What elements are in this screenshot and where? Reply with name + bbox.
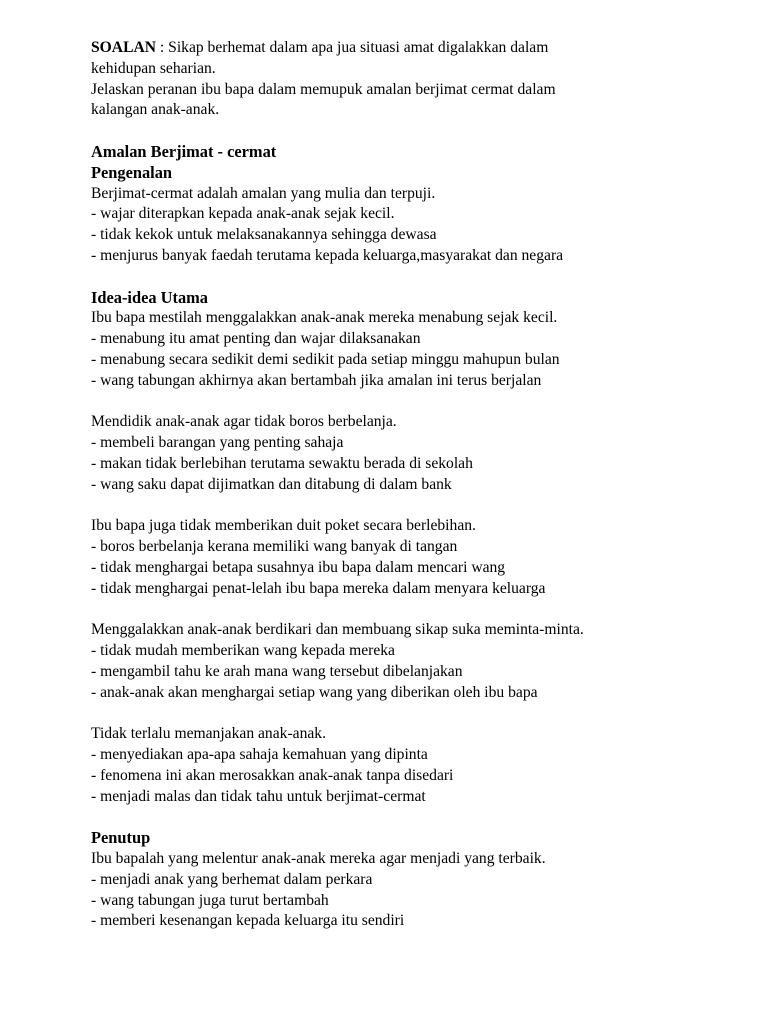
idea-point: - wang tabungan akhirnya akan bertambah jika amalan ini terus berjalan — [91, 371, 542, 389]
spacer — [91, 496, 751, 517]
question-line-4: kalangan anak-anak. — [91, 101, 220, 119]
closing-lead: Ibu bapalah yang melentur anak-anak mereka agar menjadi yang terbaik. — [91, 850, 546, 868]
idea-lead: Tidak terlalu memanjakan anak-anak. — [91, 725, 326, 743]
idea-point: - membeli barangan yang penting sahaja — [91, 434, 344, 452]
intro-heading: Pengenalan — [91, 162, 173, 182]
idea-lead: Menggalakkan anak-anak berdikari dan membuang sikap suka meminta-minta. — [91, 621, 584, 639]
idea-block-1 — [91, 308, 751, 391]
spacer — [91, 807, 751, 828]
question-text-1: Sikap berhemat dalam apa jua situasi amat digalakkan dalam — [168, 39, 549, 56]
question-label: SOALAN — [91, 39, 156, 56]
closing-section — [91, 828, 751, 932]
idea-block-5 — [91, 724, 751, 807]
main-ideas-heading: Idea-idea Utama — [91, 287, 208, 307]
main-ideas-section — [91, 288, 751, 808]
idea-point: - menabung itu amat penting dan wajar dilaksanakan — [91, 330, 421, 348]
idea-block-2 — [91, 412, 751, 495]
idea-block-3 — [91, 516, 751, 599]
idea-lead: Ibu bapa juga tidak memberikan duit poket secara berlebihan. — [91, 517, 476, 535]
idea-point: - tidak menghargai betapa susahnya ibu bapa dalam mencari wang — [91, 558, 506, 576]
question-line-1 — [91, 38, 751, 59]
question-line-2: kehidupan seharian. — [91, 59, 216, 77]
idea-point: - menyediakan apa-apa sahaja kemahuan yang dipinta — [91, 746, 428, 764]
closing-heading: Penutup — [91, 828, 151, 848]
intro-section — [91, 163, 751, 267]
question-line-3: Jelaskan peranan ibu bapa dalam memupuk amalan berjimat cermat dalam — [91, 80, 556, 98]
idea-lead: Mendidik anak-anak agar tidak boros berbelanja. — [91, 413, 397, 431]
idea-point: - boros berbelanja kerana memiliki wang banyak di tangan — [91, 538, 458, 556]
idea-point: - tidak menghargai penat-lelah ibu bapa mereka dalam menyara keluarga — [91, 579, 546, 597]
idea-point: - anak-anak akan menghargai setiap wang yang diberikan oleh ibu bapa — [91, 683, 538, 701]
intro-point: - menjurus banyak faedah terutama kepada keluarga,masyarakat dan negara — [91, 246, 564, 264]
spacer — [91, 600, 751, 621]
intro-point: - wajar diterapkan kepada anak-anak sejak kecil. — [91, 205, 395, 223]
document-body — [91, 38, 751, 932]
idea-point: - tidak mudah memberikan wang kepada mereka — [91, 642, 395, 660]
spacer — [91, 121, 751, 142]
idea-point: - makan tidak berlebihan terutama sewaktu berada di sekolah — [91, 454, 473, 472]
question-section — [91, 38, 751, 121]
spacer — [91, 267, 751, 288]
idea-lead: Ibu bapa mestilah menggalakkan anak-anak mereka menabung sejak kecil. — [91, 309, 558, 327]
idea-block-4 — [91, 620, 751, 703]
idea-point: - mengambil tahu ke arah mana wang tersebut dibelanjakan — [91, 662, 463, 680]
question-separator: : — [156, 39, 169, 56]
idea-point: - menjadi malas dan tidak tahu untuk berjimat-cermat — [91, 787, 426, 805]
intro-lead: Berjimat-cermat adalah amalan yang mulia dan terpuji. — [91, 184, 436, 202]
intro-point: - tidak kekok untuk melaksanakannya sehingga dewasa — [91, 226, 437, 244]
idea-point: - fenomena ini akan merosakkan anak-anak tanpa disedari — [91, 766, 454, 784]
closing-point: - wang tabungan juga turut bertambah — [91, 891, 329, 909]
spacer — [91, 704, 751, 725]
essay-title: Amalan Berjimat - cermat — [91, 141, 277, 161]
spacer — [91, 392, 751, 413]
closing-point: - memberi kesenangan kepada keluarga itu sendiri — [91, 912, 405, 930]
closing-point: - menjadi anak yang berhemat dalam perkara — [91, 870, 373, 888]
idea-point: - menabung secara sedikit demi sedikit pada setiap minggu mahupun bulan — [91, 350, 560, 368]
idea-point: - wang saku dapat dijimatkan dan ditabung di dalam bank — [91, 475, 452, 493]
